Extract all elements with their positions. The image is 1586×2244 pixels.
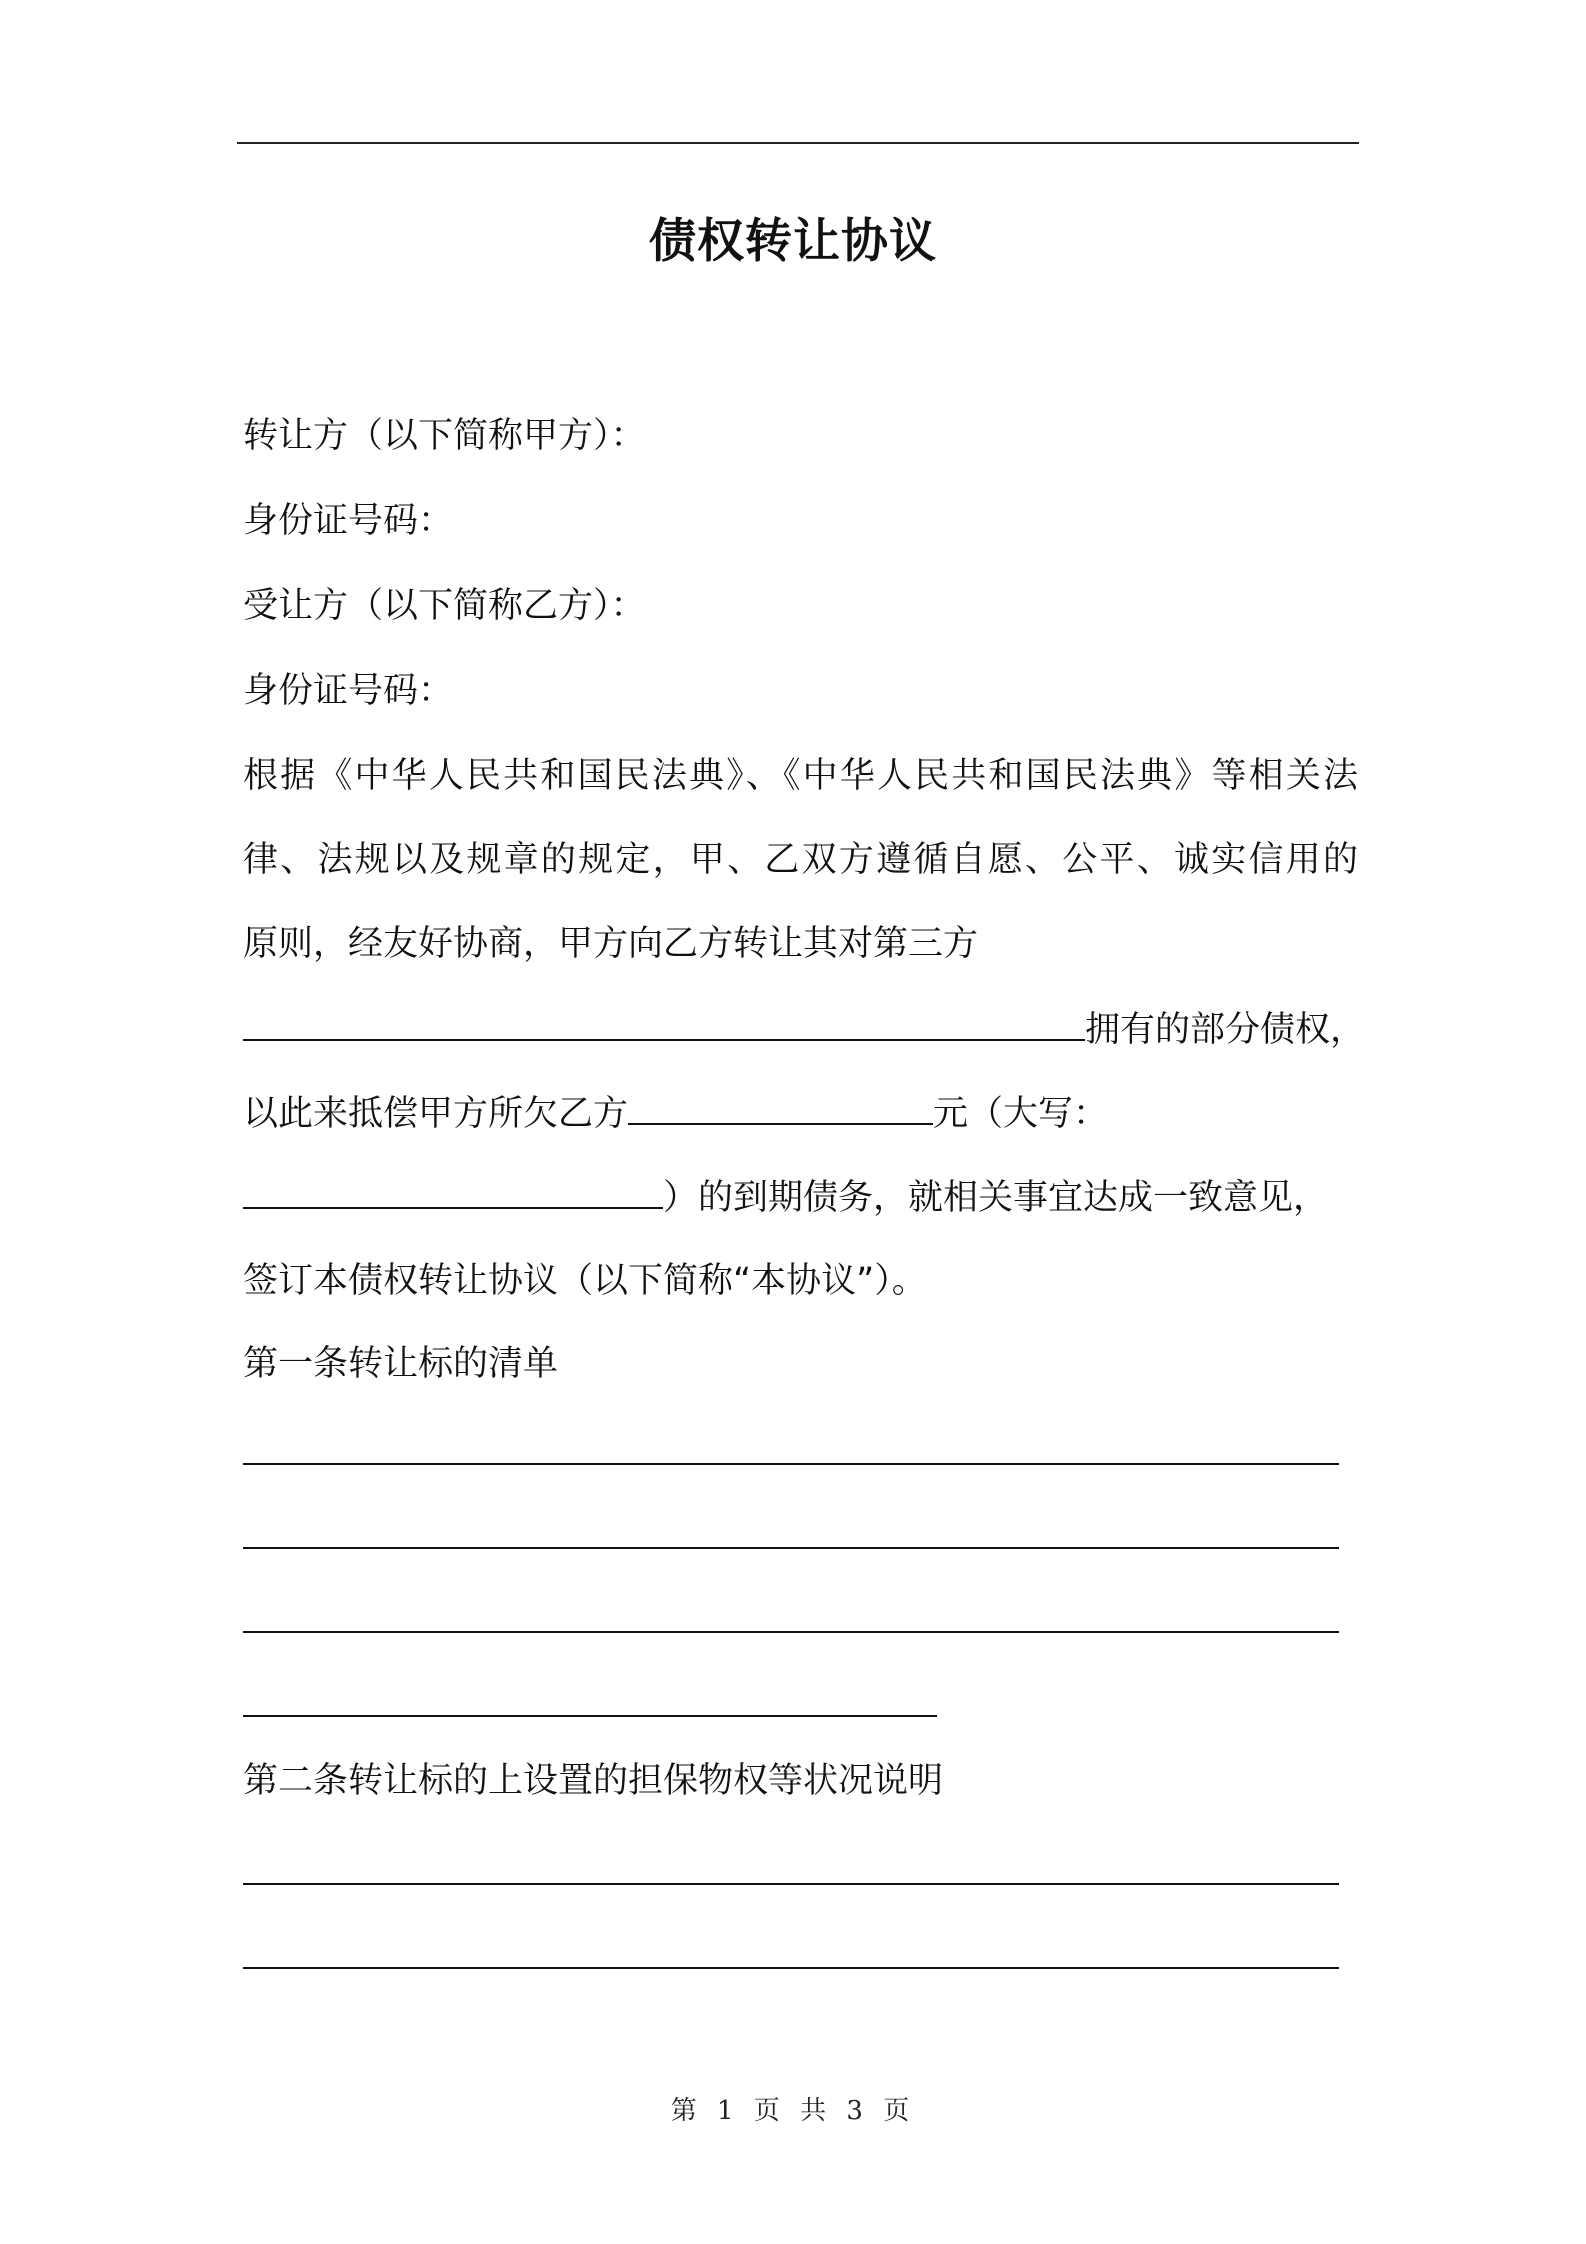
amount-capital-blank <box>243 1173 663 1209</box>
article-1-blank-line-1 <box>243 1463 1339 1465</box>
third-party-blank <box>243 1005 1085 1041</box>
intro-paragraph-line-4 <box>243 1005 1365 1054</box>
matured-debt-text: ）的到期债务，就相关事宜达成一致意见， <box>663 1178 1329 1218</box>
amount-blank <box>628 1089 933 1125</box>
article-1-blank-line-4 <box>243 1715 937 1717</box>
article-1-blank-line-3 <box>243 1631 1339 1633</box>
intro-paragraph-line-3: 原则，经友好协商，甲方向乙方转让其对第三方 <box>243 924 979 964</box>
intro-paragraph-line-6 <box>243 1173 1328 1222</box>
party-b-id-label: 身份证号码： <box>243 671 454 711</box>
header-rule <box>237 142 1359 144</box>
page-indicator: 第 1 页 共 3 页 <box>670 2096 916 2126</box>
debt-owned-text: 拥有的部分债权， <box>1085 1010 1366 1050</box>
article-1-blank-line-2 <box>243 1547 1339 1549</box>
intro-paragraph-line-7: 签订本债权转让协议（以下简称“本协议”）。 <box>243 1261 927 1301</box>
amount-capital-text: 元（大写： <box>933 1094 1109 1134</box>
article-2-blank-line-2 <box>243 1967 1339 1969</box>
intro-paragraph-line-2: 律、法规以及规章的规定，甲、乙双方遵循自愿、公平、诚实信用的 <box>243 840 1358 880</box>
party-a-id-label: 身份证号码： <box>243 501 454 541</box>
document-title: 债权转让协议 <box>649 214 937 269</box>
article-1-heading: 第一条转让标的清单 <box>243 1344 559 1384</box>
intro-paragraph-line-5 <box>243 1089 1108 1138</box>
offset-debt-text: 以此来抵偿甲方所欠乙方 <box>243 1094 629 1134</box>
party-b-label: 受让方（以下简称乙方）： <box>243 586 646 626</box>
article-2-blank-line-1 <box>243 1883 1339 1885</box>
intro-paragraph-line-1: 根据《中华人民共和国民法典》、《中华人民共和国民法典》等相关法 <box>243 756 1358 796</box>
article-2-heading: 第二条转让标的上设置的担保物权等状况说明 <box>243 1761 944 1801</box>
party-a-label: 转让方（以下简称甲方）： <box>243 416 646 456</box>
